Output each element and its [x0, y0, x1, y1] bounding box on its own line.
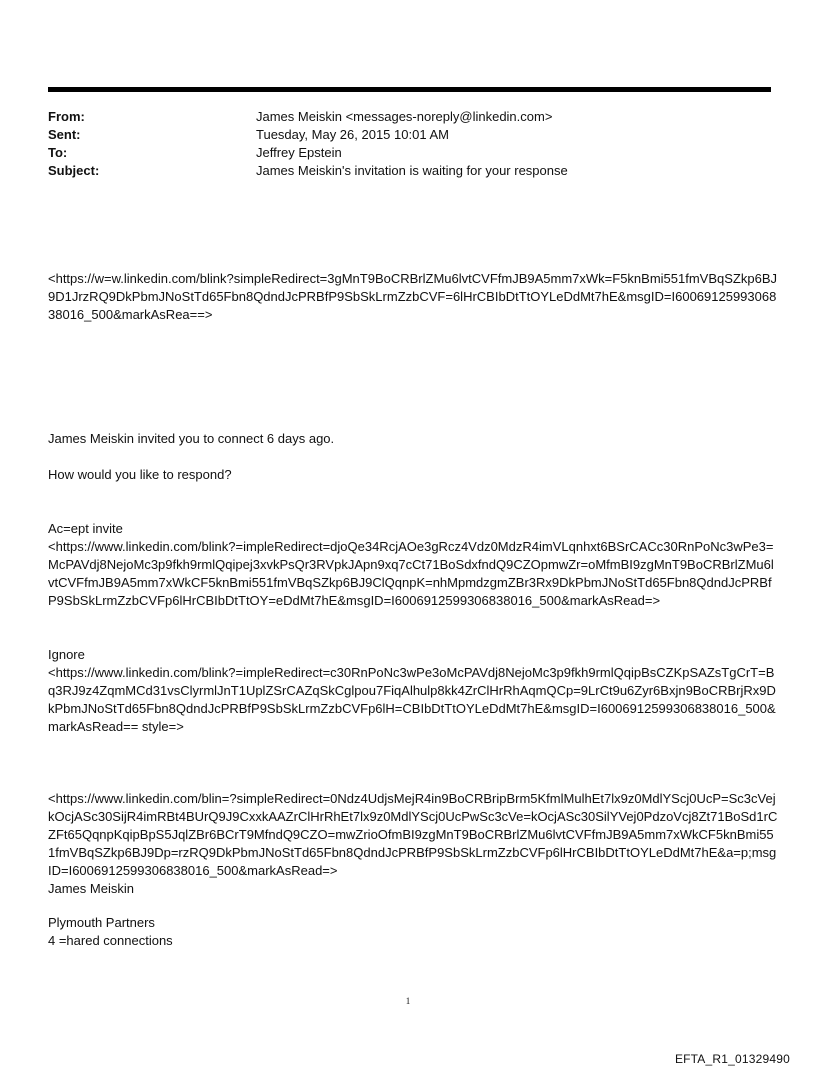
- ignore-label: Ignore: [48, 647, 85, 662]
- sender-name: James Meiskin: [48, 881, 134, 896]
- ignore-link[interactable]: <https://www.linkedin.com/blink?=impleRedirect=c30RnPoNc3wPe3oMcPAVdj8NejoMc3p9fkh9rmlQqipBsCZKpSAZsTgCrT=Bq3RJ9z4ZqmMCd31vsClyrmlJnT1UplZSrCAZqSkCglpou7FiqAlhulp8kk4ZrClHrRhAqmQCp=9LrCt9u6Zyr6Bxjn9BoCRBrjRx9DkPbmJNoStTd65Fbn8QdndJcPRBfP9SbSkLrmZzbCVFp6lH=CBIbDtTtOYLeDdMt7hE&msgID=I6006912599306838016_500&markAsRead== style=>: [48, 665, 776, 734]
- header-rule: [48, 87, 771, 92]
- sent-row: [48, 126, 771, 144]
- bates-stamp: EFTA_R1_01329490: [674, 1052, 790, 1066]
- page-number: 1: [405, 996, 411, 1006]
- to-value: Jeffrey Epstein: [256, 145, 342, 160]
- sent-value: Tuesday, May 26, 2015 10:01 AM: [256, 127, 449, 142]
- from-label: From:: [48, 109, 85, 124]
- to-row: [48, 144, 771, 162]
- accept-label: Ac=ept invite: [48, 521, 123, 536]
- to-label: To:: [48, 145, 68, 160]
- from-value: James Meiskin <messages-noreply@linkedin.com>: [256, 109, 553, 124]
- subject-row: [48, 162, 771, 180]
- from-row: [48, 108, 771, 126]
- profile-link[interactable]: <https://www.linkedin.com/blin=?simpleRedirect=0Ndz4UdjsMejR4in9BoCRBripBrm5KfmlMulhEt7lx9z0MdlYScj0UcP=Sc3cVejkOcjASc30SijR4imRBt4BUrQ9J9CxxkAAZrClHrRhEt7lx9z0MdlYScj0UcPwSc3cVe=kOcjASc30SilYVej0PdzoVcj8Zt71BoSd1rCZFt65QqnpKqipBpS5JqlZBr6BCrT9MfndQ9CZO=mwZrioOfmBI9zgMnT9BoCRBrlZMu6lvtCVFfmJB9A5mm7xWkCF5knBmi551fmVBqSZkp6BJ9Dp=rzRQ9DkPbmJNoStTd65Fbn8QdndJcPRBfP9SbSkLrmZzbCVFp6lHrCBIbDtTtOYLeDdMt7hE&a=p;msgID=I6006912599306838016_500&markAsRead=>: [48, 791, 778, 878]
- shared-connections: 4 =hared connections: [48, 933, 173, 948]
- accept-invite-link[interactable]: <https://www.linkedin.com/blink?=impleRedirect=djoQe34RcjAOe3gRcz4Vdz0MdzR4imVLqnhxt6BSrCACc30RnPoNc3wPe3=McPAVdj8NejoMc3p9fkh9rmlQqipej3xvkPsQr3RVpkJApn9xq7cCt71BoSdxfndQ9CZOpmwZr=oMfmBI9zgMnT9BoCRBrlZMu6lvtCVFfmJB9A5mm7xWkCF5knBmi551fmVBqSZkp6BJ9ClQqnpK=nhMpmdzgmZBr3Rx9DkPbmJNoStTd65Fbn8QdndJcPRBfP9SbSkLrmZzbCVFp6lHrCBIbDtTtOY=eDdMt7hE&msgID=I6006912599306838016_500&markAsRead=>: [48, 539, 774, 608]
- invited-text: James Meiskin invited you to connect 6 days ago.: [48, 431, 335, 446]
- email-header: [48, 108, 771, 180]
- sent-label: Sent:: [48, 127, 81, 142]
- subject-label: Subject:: [48, 163, 100, 178]
- subject-value: James Meiskin's invitation is waiting for your response: [256, 163, 568, 178]
- company-name: Plymouth Partners: [48, 915, 155, 930]
- linkedin-link-top[interactable]: <https://w=w.linkedin.com/blink?simpleRedirect=3gMnT9BoCRBrlZMu6lvtCVFfmJB9A5mm7xWk=F5knBmi551fmVBqSZkp6BJ9D1JrzRQ9DkPbmJNoStTd65Fbn8QdndJcPRBfP9SbSkLrmZzbCVF=6lHrCBIbDtTtOYLeDdMt7hE&msgID=I6006912599306838016_500&markAsRea==>: [48, 271, 777, 322]
- respond-question: How would you like to respond?: [48, 467, 232, 482]
